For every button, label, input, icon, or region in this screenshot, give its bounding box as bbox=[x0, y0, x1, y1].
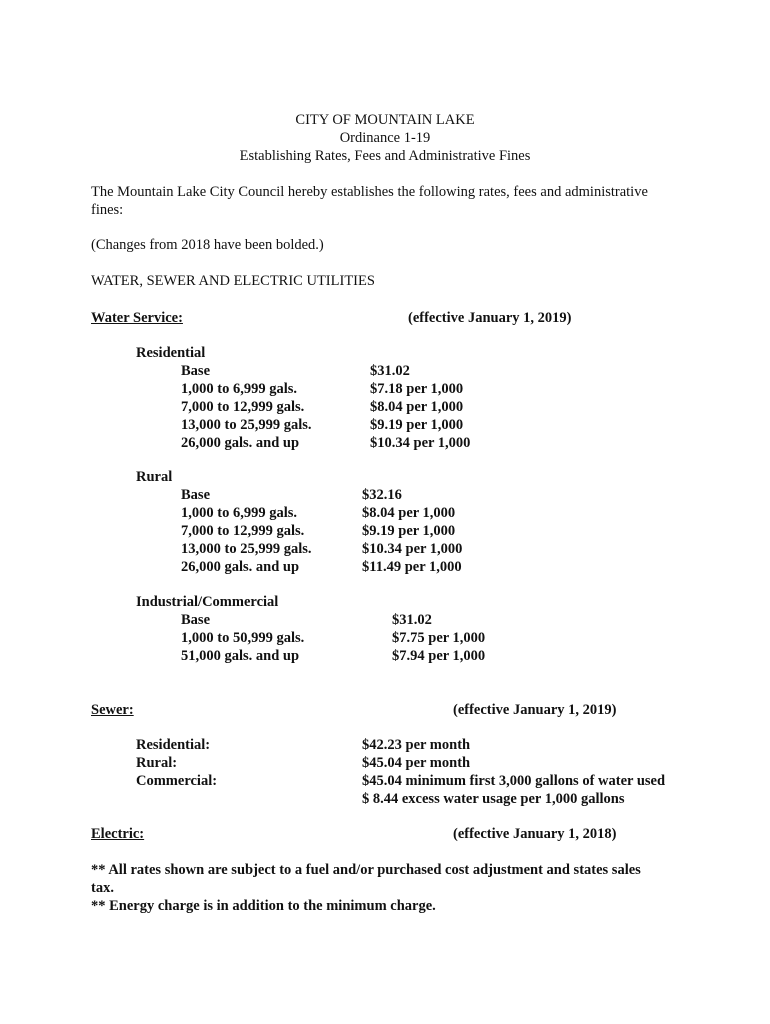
industrial-value: $7.94 per 1,000 bbox=[392, 648, 486, 664]
industrial-value: $7.75 per 1,000 bbox=[392, 630, 486, 646]
residential-tier-labels bbox=[181, 362, 312, 452]
sewer-label: Commercial: bbox=[136, 773, 218, 789]
residential-label: 26,000 gals. and up bbox=[181, 435, 300, 451]
rural-label: 13,000 to 25,999 gals. bbox=[181, 541, 312, 557]
residential-value: $10.34 per 1,000 bbox=[370, 435, 471, 451]
rural-value: $10.34 per 1,000 bbox=[362, 541, 463, 557]
ordinance-number: Ordinance 1-19 bbox=[339, 130, 431, 146]
industrial-label: 51,000 gals. and up bbox=[181, 648, 300, 664]
sewer-value: $42.23 per month bbox=[362, 737, 471, 753]
sewer-labels bbox=[136, 736, 217, 790]
sewer-title: Sewer: bbox=[91, 702, 134, 718]
rates-note-line-2: tax. bbox=[91, 880, 114, 896]
rural-label: 7,000 to 12,999 gals. bbox=[181, 523, 305, 539]
industrial-heading: Industrial/Commercial bbox=[136, 594, 279, 610]
industrial-value: $31.02 bbox=[392, 612, 432, 628]
electric-effective-date: (effective January 1, 2018) bbox=[453, 826, 617, 842]
industrial-tier-values bbox=[392, 611, 485, 665]
sewer-value: $ 8.44 excess water usage per 1,000 gallons bbox=[362, 791, 625, 807]
energy-charge-note: ** Energy charge is in addition to the minimum charge. bbox=[91, 898, 436, 914]
water-service-title: Water Service: bbox=[91, 310, 183, 326]
sewer-label: Rural: bbox=[136, 755, 178, 771]
intro-line-2: fines: bbox=[91, 202, 124, 218]
electric-title: Electric: bbox=[91, 826, 145, 842]
residential-label: 13,000 to 25,999 gals. bbox=[181, 417, 312, 433]
sewer-value: $45.04 per month bbox=[362, 755, 471, 771]
rates-note-line-1: ** All rates shown are subject to a fuel and/or purchased cost adjustment and states sales bbox=[91, 862, 641, 878]
rural-label: Base bbox=[181, 487, 210, 503]
residential-value: $7.18 per 1,000 bbox=[370, 381, 464, 397]
ordinance-subtitle: Establishing Rates, Fees and Administrative Fines bbox=[239, 148, 531, 164]
residential-tier-values bbox=[370, 362, 470, 452]
changes-note: (Changes from 2018 have been bolded.) bbox=[91, 237, 324, 253]
rural-value: $32.16 bbox=[362, 487, 402, 503]
water-effective-date: (effective January 1, 2019) bbox=[408, 310, 572, 326]
rural-tier-values bbox=[362, 486, 462, 576]
sewer-value: $45.04 minimum first 3,000 gallons of water used bbox=[362, 773, 666, 789]
industrial-tier-labels bbox=[181, 611, 304, 665]
residential-label: 7,000 to 12,999 gals. bbox=[181, 399, 305, 415]
residential-value: $9.19 per 1,000 bbox=[370, 417, 464, 433]
rural-value: $11.49 per 1,000 bbox=[362, 559, 462, 575]
residential-value: $31.02 bbox=[370, 363, 410, 379]
rural-tier-labels bbox=[181, 486, 312, 576]
utilities-heading: WATER, SEWER AND ELECTRIC UTILITIES bbox=[91, 273, 375, 289]
intro-line-1: The Mountain Lake City Council hereby establishes the following rates, fees and administrative bbox=[91, 184, 648, 200]
rural-value: $9.19 per 1,000 bbox=[362, 523, 456, 539]
residential-label: Base bbox=[181, 363, 210, 379]
sewer-effective-date: (effective January 1, 2019) bbox=[453, 702, 617, 718]
industrial-label: Base bbox=[181, 612, 210, 628]
sewer-values bbox=[362, 736, 665, 808]
rural-label: 26,000 gals. and up bbox=[181, 559, 300, 575]
sewer-label: Residential: bbox=[136, 737, 211, 753]
rural-label: 1,000 to 6,999 gals. bbox=[181, 505, 297, 521]
residential-heading: Residential bbox=[136, 345, 206, 361]
residential-value: $8.04 per 1,000 bbox=[370, 399, 464, 415]
document-title: CITY OF MOUNTAIN LAKE bbox=[295, 112, 475, 128]
rural-value: $8.04 per 1,000 bbox=[362, 505, 456, 521]
rural-heading: Rural bbox=[136, 469, 173, 485]
industrial-label: 1,000 to 50,999 gals. bbox=[181, 630, 305, 646]
residential-label: 1,000 to 6,999 gals. bbox=[181, 381, 297, 397]
